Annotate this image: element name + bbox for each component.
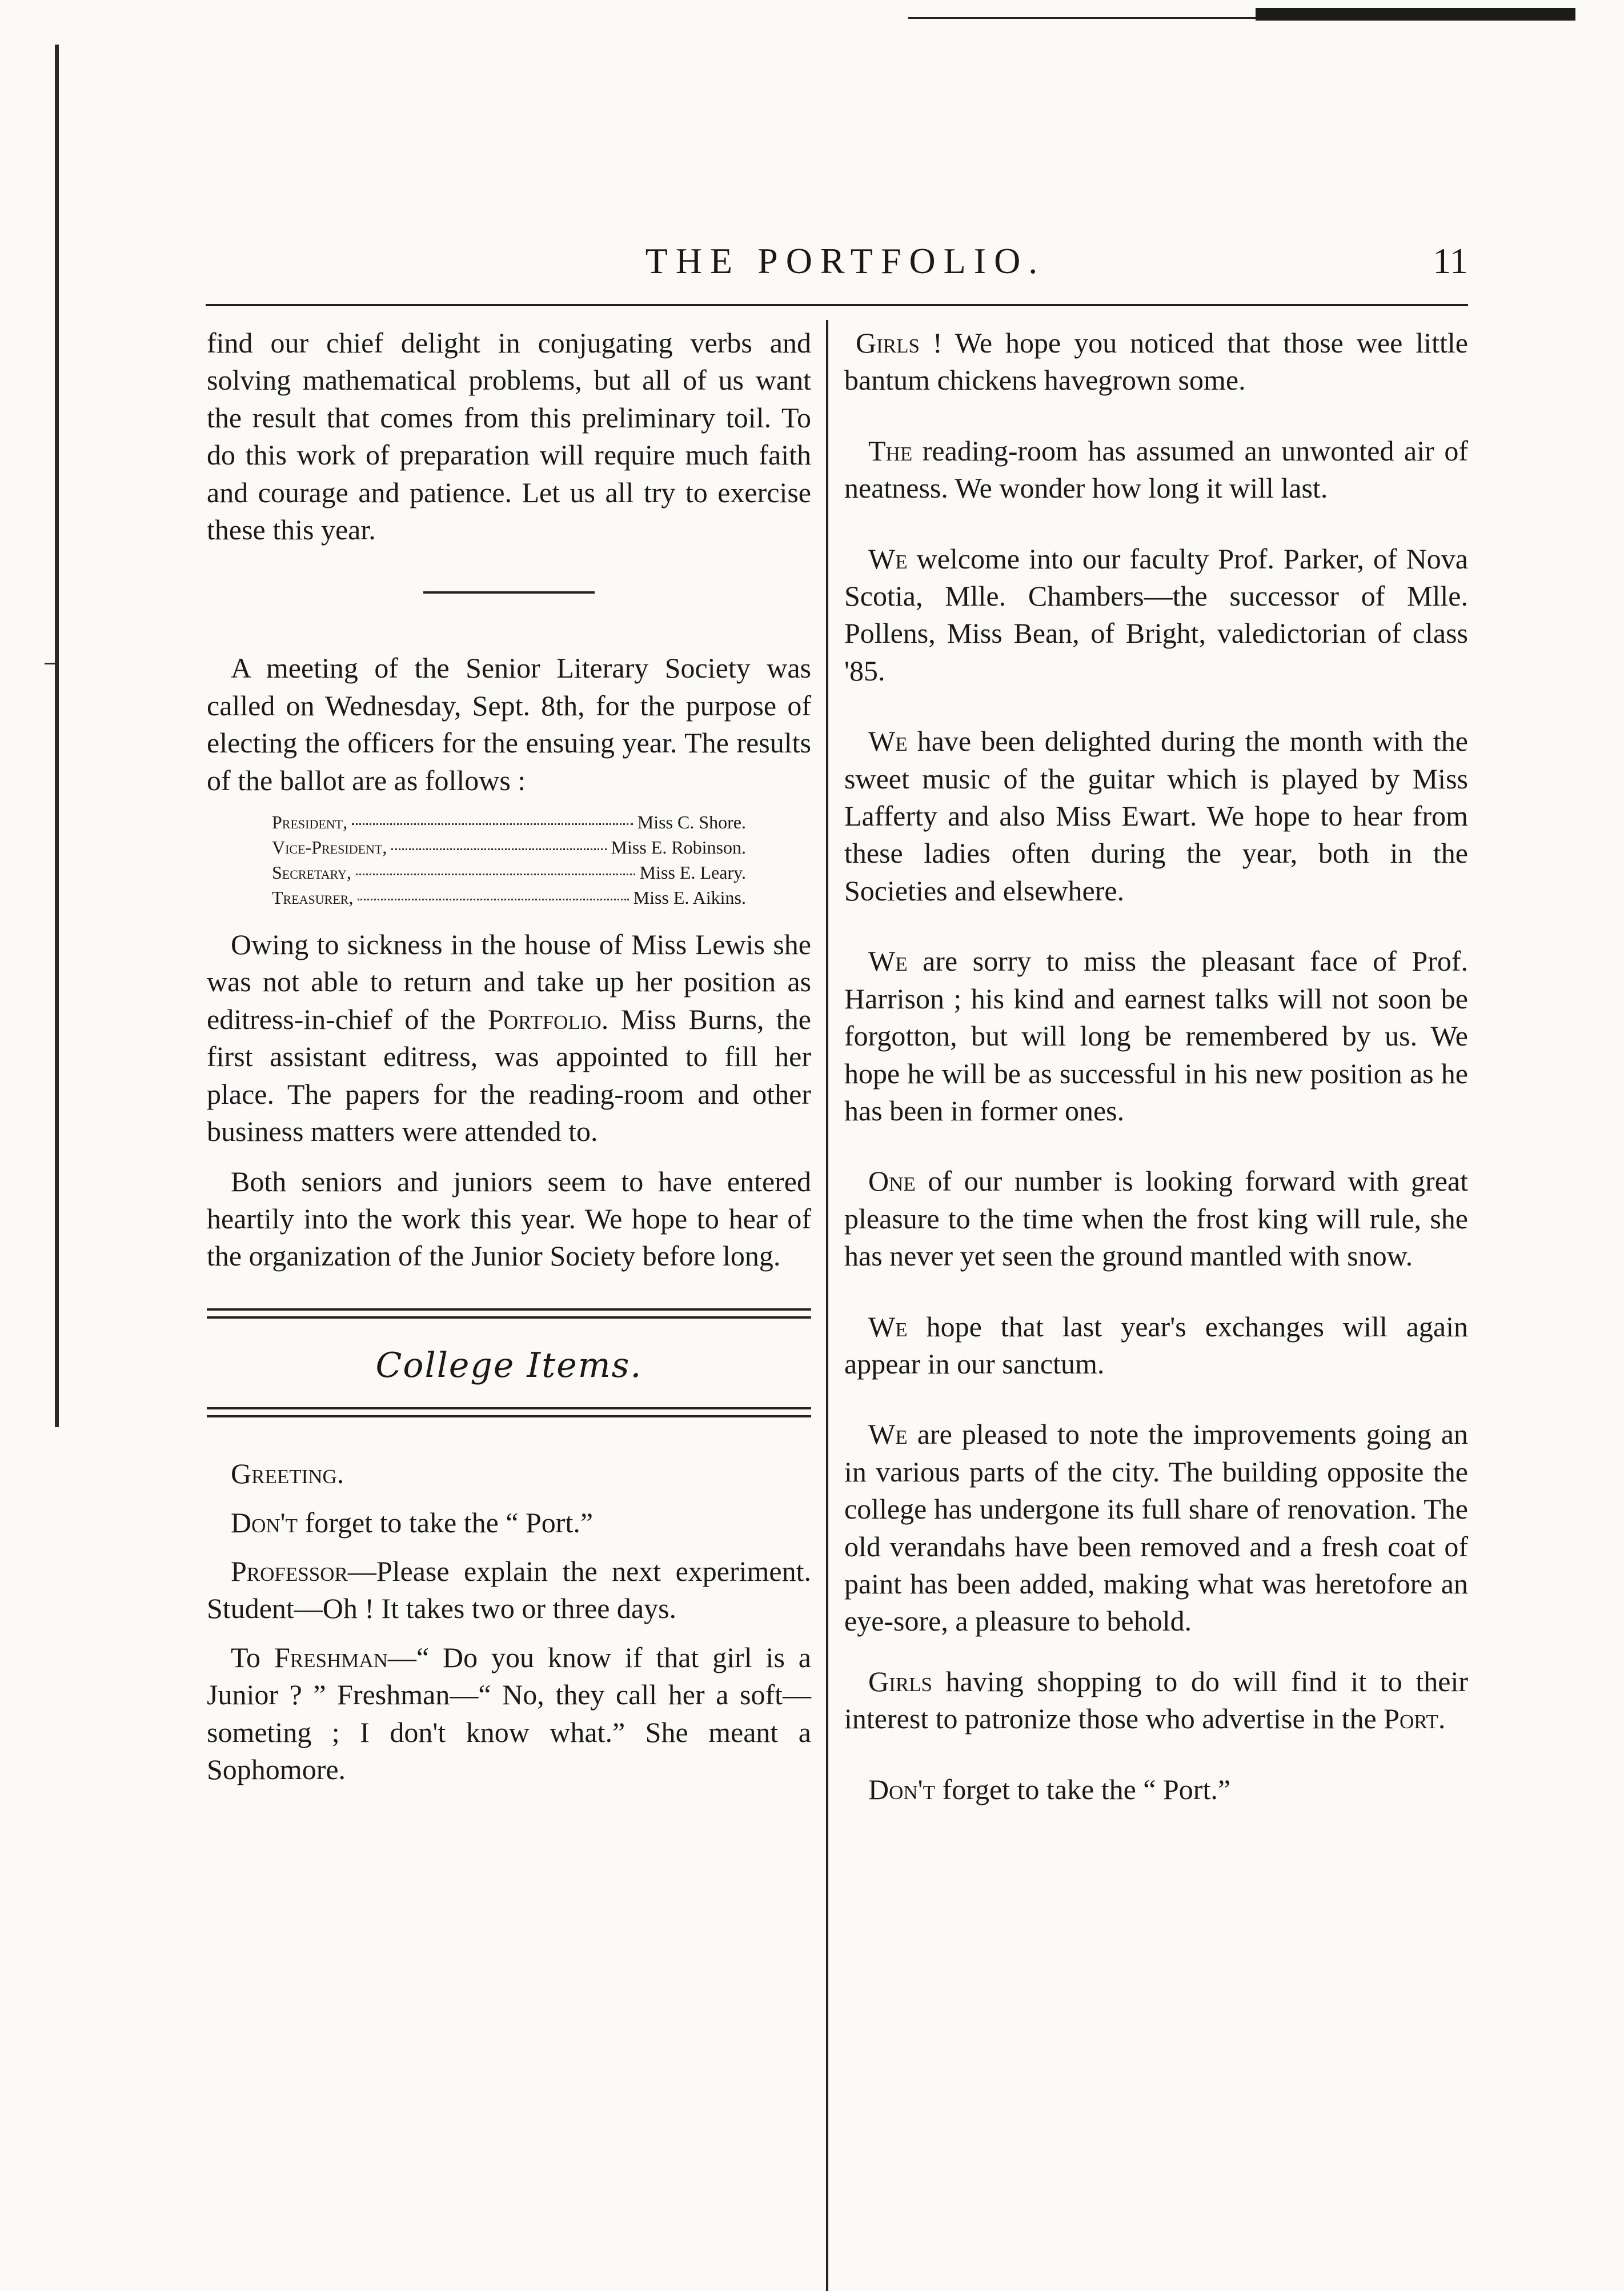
header-rule xyxy=(206,304,1468,306)
officer-row xyxy=(272,885,746,910)
double-rule-bottom xyxy=(207,1407,811,1420)
news-item: We are pleased to note the improvements going an in various parts of the city. The building opposite the college has undergone its full share of renovation. The old verandahs have been removed and a fresh coat of paint has been added, making what was heretofore an eye-sore, a pleasure to behold. xyxy=(844,1418,1468,1637)
news-item: We hope that last year's exchanges will again appear in our sanctum. xyxy=(844,1310,1468,1380)
page-number: 11 xyxy=(1433,241,1468,281)
officer-role: President, xyxy=(272,812,348,833)
running-header xyxy=(206,240,1468,291)
scan-binding-edge xyxy=(55,45,59,1427)
journal-title: THE PORTFOLIO. xyxy=(645,241,1046,281)
officer-role: Treasurer, xyxy=(272,887,354,908)
right-column xyxy=(844,325,1468,1808)
professor-item: Professor—Please explain the next experiment. Student—Oh ! It takes two or three days. xyxy=(207,1555,811,1625)
officer-row xyxy=(272,810,746,835)
news-item: Girls having shopping to do will find it to their interest to patronize those who advertise in the Port. xyxy=(844,1665,1468,1735)
greeting-item: Greeting. xyxy=(231,1457,344,1490)
college-items-heading: College Items. xyxy=(375,1345,643,1385)
scan-top-rule xyxy=(908,8,1575,22)
officer-name: Miss E. Leary. xyxy=(639,862,746,883)
section-separator xyxy=(423,591,595,594)
continuation-paragraph: find our chief delight in conjugating verbs and solving mathematical problems, but all of us want the result that comes from this preliminary toil. To do this work of preparation will require much faith and courage and patience. Let us all try to exercise these this year. xyxy=(207,327,811,546)
freshman-item: To Freshman—“ Do you know if that girl is a Junior ? ” Freshman—“ No, they call her a soft—someting ; I don't know what.” She meant a Sophomore. xyxy=(207,1641,811,1785)
officer-role: Vice-President, xyxy=(272,837,387,858)
news-item: The reading-room has assumed an unwonted air of neatness. We wonder how long it will last. xyxy=(844,434,1468,504)
seniors-paragraph: Both seniors and juniors seem to have entered heartily into the work this year. We hope to hear of the organization of the Junior Society before long. xyxy=(207,1165,811,1272)
meeting-paragraph: A meeting of the Senior Literary Society was called on Wednesday, Sept. 8th, for the purpose of electing the officers for the ensuing year. The results of the ballot are as follows : xyxy=(207,652,811,796)
column-divider xyxy=(826,320,828,2291)
news-item: We have been delighted during the month with the sweet music of the guitar which is played by Miss Lafferty and also Miss Ewart. We hope to hear from these ladies often during the year, both in the Societies and elsewhere. xyxy=(844,725,1468,907)
left-column xyxy=(207,325,811,1788)
officer-row xyxy=(272,860,746,885)
officer-row xyxy=(272,835,746,860)
officer-name: Miss E. Aikins. xyxy=(633,887,746,908)
news-item: We welcome into our faculty Prof. Parker, of Nova Scotia, Mlle. Chambers—the successor of Mlle. Pollens, Miss Bean, of Bright, valedictorian of class '85. xyxy=(844,542,1468,687)
news-item: Girls ! We hope you noticed that those wee little bantum chickens havegrown some. xyxy=(844,327,1468,396)
news-item: We are sorry to miss the pleasant face of Prof. Harrison ; his kind and earnest talks will not soon be forgotton, but will long be remembered by us. We hope he will be as successful in his new position as he has been in former ones. xyxy=(844,945,1468,1127)
sickness-paragraph: Owing to sickness in the house of Miss Lewis she was not able to return and take up her position as editress-in-chief of the Portfolio. Miss Burns, the first assistant editress, was appointed to fill her place. The papers for the reading-room and other business matters were attended to. xyxy=(207,928,812,1148)
double-rule-top xyxy=(207,1308,811,1321)
dont-forget-item: Don't forget to take the “ Port.” xyxy=(231,1506,594,1539)
scan-binding-mark xyxy=(45,663,56,664)
news-item: One of our number is looking forward with great pleasure to the time when the frost king will rule, she has never yet seen the ground mantled with snow. xyxy=(844,1165,1468,1272)
officer-name: Miss E. Robinson. xyxy=(611,837,746,858)
officer-name: Miss C. Shore. xyxy=(637,812,746,833)
officer-role: Secretary, xyxy=(272,862,351,883)
news-item: Don't forget to take the “ Port.” xyxy=(868,1773,1231,1805)
officers-list xyxy=(272,810,746,910)
